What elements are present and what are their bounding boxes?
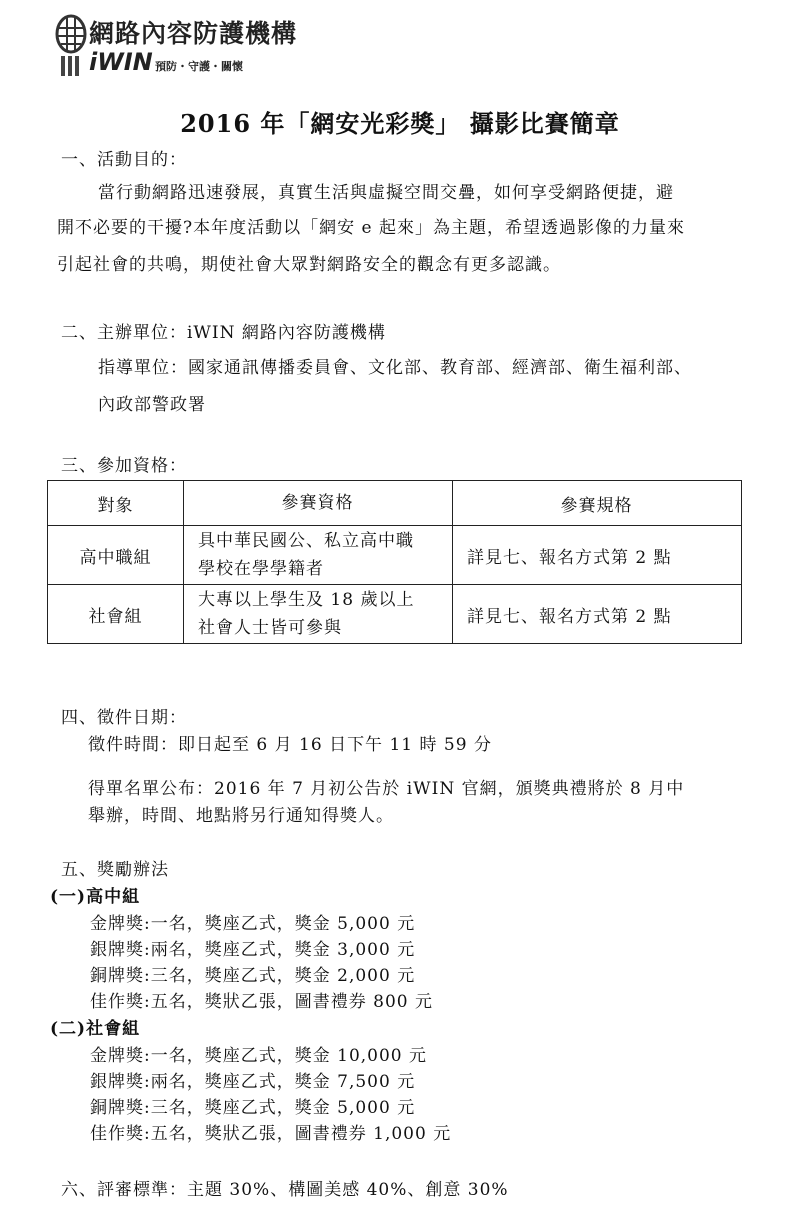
qualification-line: 學校在學學籍者 [198,559,324,579]
prize-group-title: (二)社會組 [50,1019,141,1039]
section-1-line: 當行動網路迅速發展，真實生活與虛擬空間交疊，如何享受網路便捷，避 [98,183,674,203]
section-1-line: 開不必要的干擾?本年度活動以「網安 e 起來」為主題，希望透過影像的力量來 [57,218,685,238]
prize-line: 銀牌獎:兩名，獎座乙式，獎金 3,000 元 [90,940,416,960]
table-cell-qualification [184,526,453,585]
prize-line: 金牌獎:一名，獎座乙式，獎金 5,000 元 [90,914,416,934]
qualification-line: 社會人士皆可參與 [198,618,342,638]
table-header: 參賽規格 [453,481,742,526]
table-row [48,585,742,644]
brand-slogan: 預防・守護・關懷 [155,60,243,73]
prize-line: 佳作獎:五名，獎狀乙張，圖書禮券 800 元 [90,992,433,1012]
prize-line: 銅牌獎:三名，獎座乙式，獎金 5,000 元 [90,1098,416,1118]
section-4-heading: 四、徵件日期： [61,708,187,728]
table-header: 對象 [48,481,184,526]
prize-line: 佳作獎:五名，獎狀乙張，圖書禮券 1,000 元 [90,1124,452,1144]
brand-name: iWIN [89,48,153,76]
submission-period: 徵件時間：即日起至 6 月 16 日下午 11 時 59 分 [88,735,492,755]
section-2-heading: 二、主辦單位：iWIN 網路內容防護機構 [61,323,386,343]
table-cell-qualification [184,585,453,644]
section-1-line: 引起社會的共鳴，期使社會大眾對網路安全的觀念有更多認識。 [57,255,561,275]
announcement-line: 舉辦，時間、地點將另行通知得獎人。 [88,806,394,826]
table-cell-target: 高中職組 [48,526,184,585]
qualification-line: 具中華民國公、私立高中職 [198,531,414,551]
table-header: 參賽資格 [184,481,453,526]
prize-line: 銅牌獎:三名，獎座乙式，獎金 2,000 元 [90,966,416,986]
section-6-heading: 六、評審標準：主題 30%、構圖美感 40%、創意 30% [61,1180,509,1200]
table-cell-target: 社會組 [48,585,184,644]
table-cell-spec: 詳見七、報名方式第 2 點 [453,526,742,585]
iwin-logo [55,14,298,78]
table-cell-spec: 詳見七、報名方式第 2 點 [453,585,742,644]
org-name: 網路內容防護機構 [89,19,298,48]
qualification-line: 大專以上學生及 18 歲以上 [198,590,415,610]
section-3-heading: 三、參加資格： [61,456,187,476]
prize-line: 金牌獎:一名，獎座乙式，獎金 10,000 元 [90,1046,428,1066]
eligibility-table [47,480,742,644]
announcement-line: 得單名單公布：2016 年 7 月初公告於 iWIN 官網，頒獎典禮將於 8 月中 [88,779,685,799]
table-header-row [48,481,742,526]
section-5-heading: 五、獎勵辦法 [61,860,169,880]
table-row [48,526,742,585]
section-1-heading: 一、活動目的： [61,150,187,170]
prize-group-title: (一)高中組 [50,887,141,907]
document-title: 2016 年「網安光彩獎」 攝影比賽簡章 [180,109,620,138]
prize-line: 銀牌獎:兩名，獎座乙式，獎金 7,500 元 [90,1072,416,1092]
section-2-line: 指導單位：國家通訊傳播委員會、文化部、教育部、經濟部、衛生福利部、 [98,358,692,378]
section-2-line: 內政部警政署 [98,395,206,415]
iwin-globe-icon [55,14,87,78]
